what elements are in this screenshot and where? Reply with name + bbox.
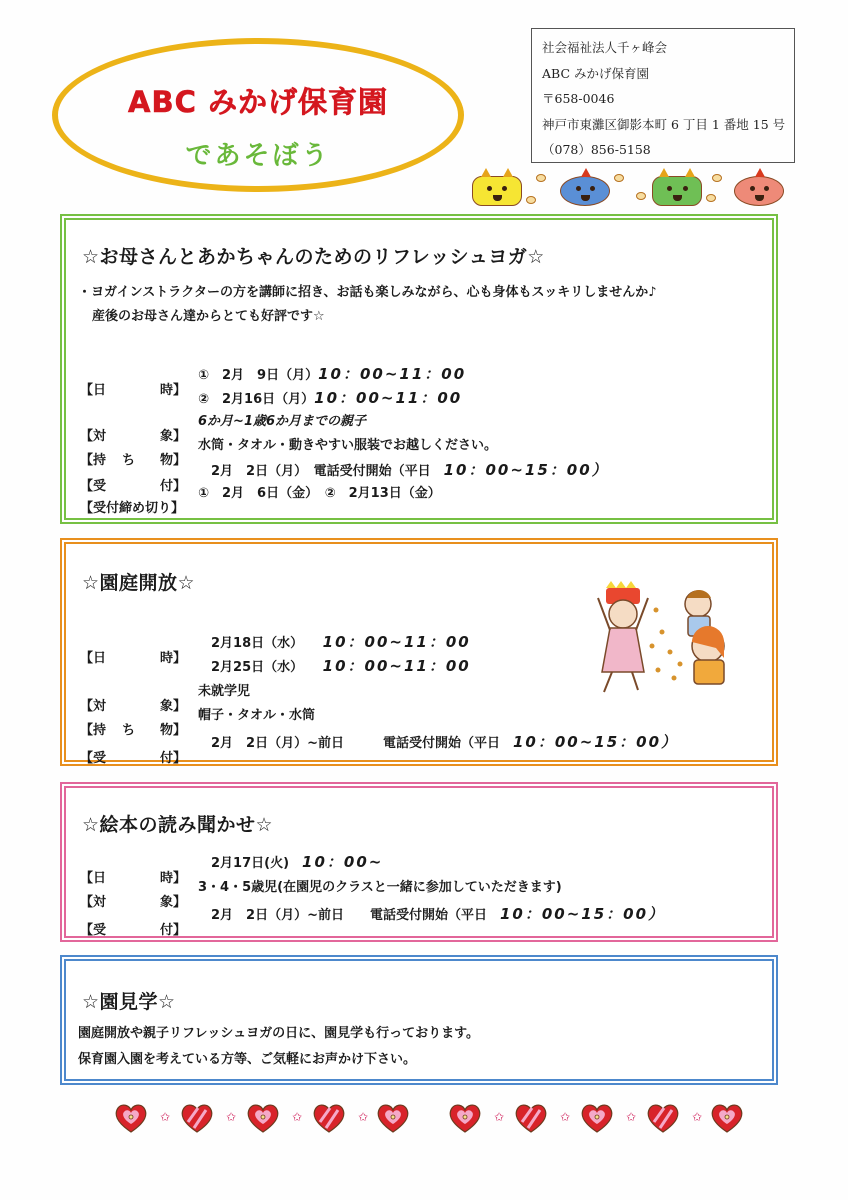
row-label: 【持 xyxy=(80,453,107,468)
row-label: 【受 xyxy=(80,923,107,938)
info-row-belongings xyxy=(80,704,316,738)
row-label: 物】 xyxy=(159,723,186,738)
row-value: 2月 2日（月） 電話受付開始（平日 xyxy=(198,464,444,479)
section-title: ☆園庭開放☆ xyxy=(82,572,196,594)
row-label: 象】 xyxy=(159,429,186,444)
section-description: 園庭開放や親子リフレッシュヨガの日に、園見学も行っております。 xyxy=(78,1026,480,1041)
contact-info-box xyxy=(531,28,795,163)
section-nursery-tour xyxy=(60,955,778,1085)
row-label: ち xyxy=(122,723,136,738)
row-label: 時】 xyxy=(159,383,186,398)
info-row-reception xyxy=(80,902,666,938)
page-title: ABC みかげ保育園 xyxy=(128,85,388,119)
bean-icon xyxy=(614,174,624,182)
row-time: 10：00~15：00） xyxy=(512,733,679,751)
info-row-target xyxy=(80,876,562,910)
row-label: 【対 xyxy=(80,895,107,910)
row-value: 帽子・タオル・水筒 xyxy=(198,708,316,723)
heart-icon xyxy=(376,1102,410,1134)
star-icon: ✩ xyxy=(292,1110,303,1124)
section-garden-opening xyxy=(60,538,778,766)
blue-oni-icon xyxy=(560,176,610,206)
address: 神戸市東灘区御影本町 6 丁目 1 番地 15 号 xyxy=(542,116,786,132)
phone-number: （078）856-5158 xyxy=(542,142,651,157)
row-label: 【受 xyxy=(80,479,107,494)
row-label: 付】 xyxy=(159,479,186,494)
section-title: ☆絵本の読み聞かせ☆ xyxy=(82,814,274,836)
section-description: ・ヨガインストラクターの方を講師に招き、お話も楽しみながら、心も身体もスッキリしませんか♪ xyxy=(78,285,657,300)
star-icon: ✩ xyxy=(560,1110,571,1124)
row-label: 【持 xyxy=(80,723,107,738)
row-label: 【受付締め切り】 xyxy=(80,501,185,516)
star-icon: ✩ xyxy=(160,1110,171,1124)
row-value: 6か月~1歳6か月までの親子 xyxy=(198,414,367,429)
row-time: 10：00~11：00 xyxy=(322,633,471,651)
heart-icon xyxy=(448,1102,482,1134)
row-label: 時】 xyxy=(159,871,186,886)
row-time: 10：00~15：00） xyxy=(443,461,609,479)
row-value: 水筒・タオル・動きやすい服装でお越しください。 xyxy=(198,438,498,453)
hearts-decoration-row xyxy=(108,1098,788,1138)
oni-decoration-row xyxy=(466,170,786,210)
info-row-target xyxy=(80,410,367,444)
info-row-datetime xyxy=(80,362,467,398)
nursery-name: ABC みかげ保育園 xyxy=(542,65,649,81)
info-row-datetime-2 xyxy=(80,654,471,678)
star-icon: ✩ xyxy=(626,1110,637,1124)
row-time: 10：00~11：00 xyxy=(322,657,471,675)
section-refresh-yoga xyxy=(60,214,778,524)
striped-heart-icon xyxy=(312,1102,346,1134)
row-value: ② 2月16日（月） xyxy=(198,392,315,407)
yellow-oni-icon xyxy=(472,176,522,206)
section-description: 産後のお母さん達からとても好評です☆ xyxy=(92,309,325,324)
row-label: 【日 xyxy=(80,383,107,398)
heart-icon xyxy=(580,1102,614,1134)
row-value: 未就学児 xyxy=(198,684,251,699)
row-label: 象】 xyxy=(159,699,186,714)
row-value: 3・4・5歳児(在園児のクラスと一緒に参加していただきます) xyxy=(198,880,562,895)
bean-icon xyxy=(712,174,722,182)
striped-heart-icon xyxy=(180,1102,214,1134)
row-value: 2月17日(火) xyxy=(198,856,303,871)
row-label: ち xyxy=(122,453,136,468)
row-value: ① 2月 6日（金） ② 2月13日（金） xyxy=(198,486,441,501)
row-value: 2月18日（水） xyxy=(198,636,323,651)
heart-icon xyxy=(246,1102,280,1134)
green-oni-icon xyxy=(652,176,702,206)
row-label: 付】 xyxy=(159,923,186,938)
section-picture-book-reading xyxy=(60,782,778,942)
row-label: 象】 xyxy=(159,895,186,910)
info-row-belongings xyxy=(80,434,498,468)
info-row-reception xyxy=(80,730,679,766)
section-description: 保育園入園を考えている方等、ご気軽にお声かけ下さい。 xyxy=(78,1052,417,1067)
row-value: 2月 2日（月）~前日 電話受付開始（平日 xyxy=(198,908,500,923)
row-label: 【対 xyxy=(80,699,107,714)
bean-icon xyxy=(706,194,716,202)
heart-icon xyxy=(114,1102,148,1134)
row-value: ① 2月 9日（月） xyxy=(198,368,319,383)
row-time: 10：00~ xyxy=(302,853,384,871)
row-value: 2月25日（水） xyxy=(198,660,323,675)
striped-heart-icon xyxy=(514,1102,548,1134)
row-time: 10：00~15：00） xyxy=(499,905,666,923)
info-row-datetime-2 xyxy=(80,386,462,410)
info-row-datetime xyxy=(80,630,471,666)
bean-throwing-illustration xyxy=(586,580,746,700)
row-label: 【対 xyxy=(80,429,107,444)
organization-name: 社会福祉法人千ヶ峰会 xyxy=(542,40,668,55)
heart-icon xyxy=(710,1102,744,1134)
page-subtitle: であそぼう xyxy=(185,141,331,171)
star-icon: ✩ xyxy=(226,1110,237,1124)
bean-icon xyxy=(636,192,646,200)
star-icon: ✩ xyxy=(358,1110,369,1124)
striped-heart-icon xyxy=(646,1102,680,1134)
row-time: 10：00~11：00 xyxy=(314,389,463,407)
row-label: 【日 xyxy=(80,651,107,666)
row-label: 時】 xyxy=(159,651,186,666)
red-oni-icon xyxy=(734,176,784,206)
section-title: ☆お母さんとあかちゃんのためのリフレッシュヨガ☆ xyxy=(82,246,545,268)
row-label: 【日 xyxy=(80,871,107,886)
info-row-deadline xyxy=(80,482,441,516)
postal-code: 〒658-0046 xyxy=(542,91,615,106)
section-title: ☆園見学☆ xyxy=(82,991,176,1013)
row-time: 10：00~11：00 xyxy=(318,365,467,383)
bean-icon xyxy=(526,196,536,204)
star-icon: ✩ xyxy=(494,1110,505,1124)
info-row-target xyxy=(80,680,251,714)
row-value: 2月 2日（月）~前日 電話受付開始（平日 xyxy=(198,736,513,751)
row-label: 付】 xyxy=(159,751,186,766)
row-label: 物】 xyxy=(159,453,186,468)
bean-icon xyxy=(536,174,546,182)
info-row-datetime xyxy=(80,850,384,886)
row-label: 【受 xyxy=(80,751,107,766)
star-icon: ✩ xyxy=(692,1110,703,1124)
